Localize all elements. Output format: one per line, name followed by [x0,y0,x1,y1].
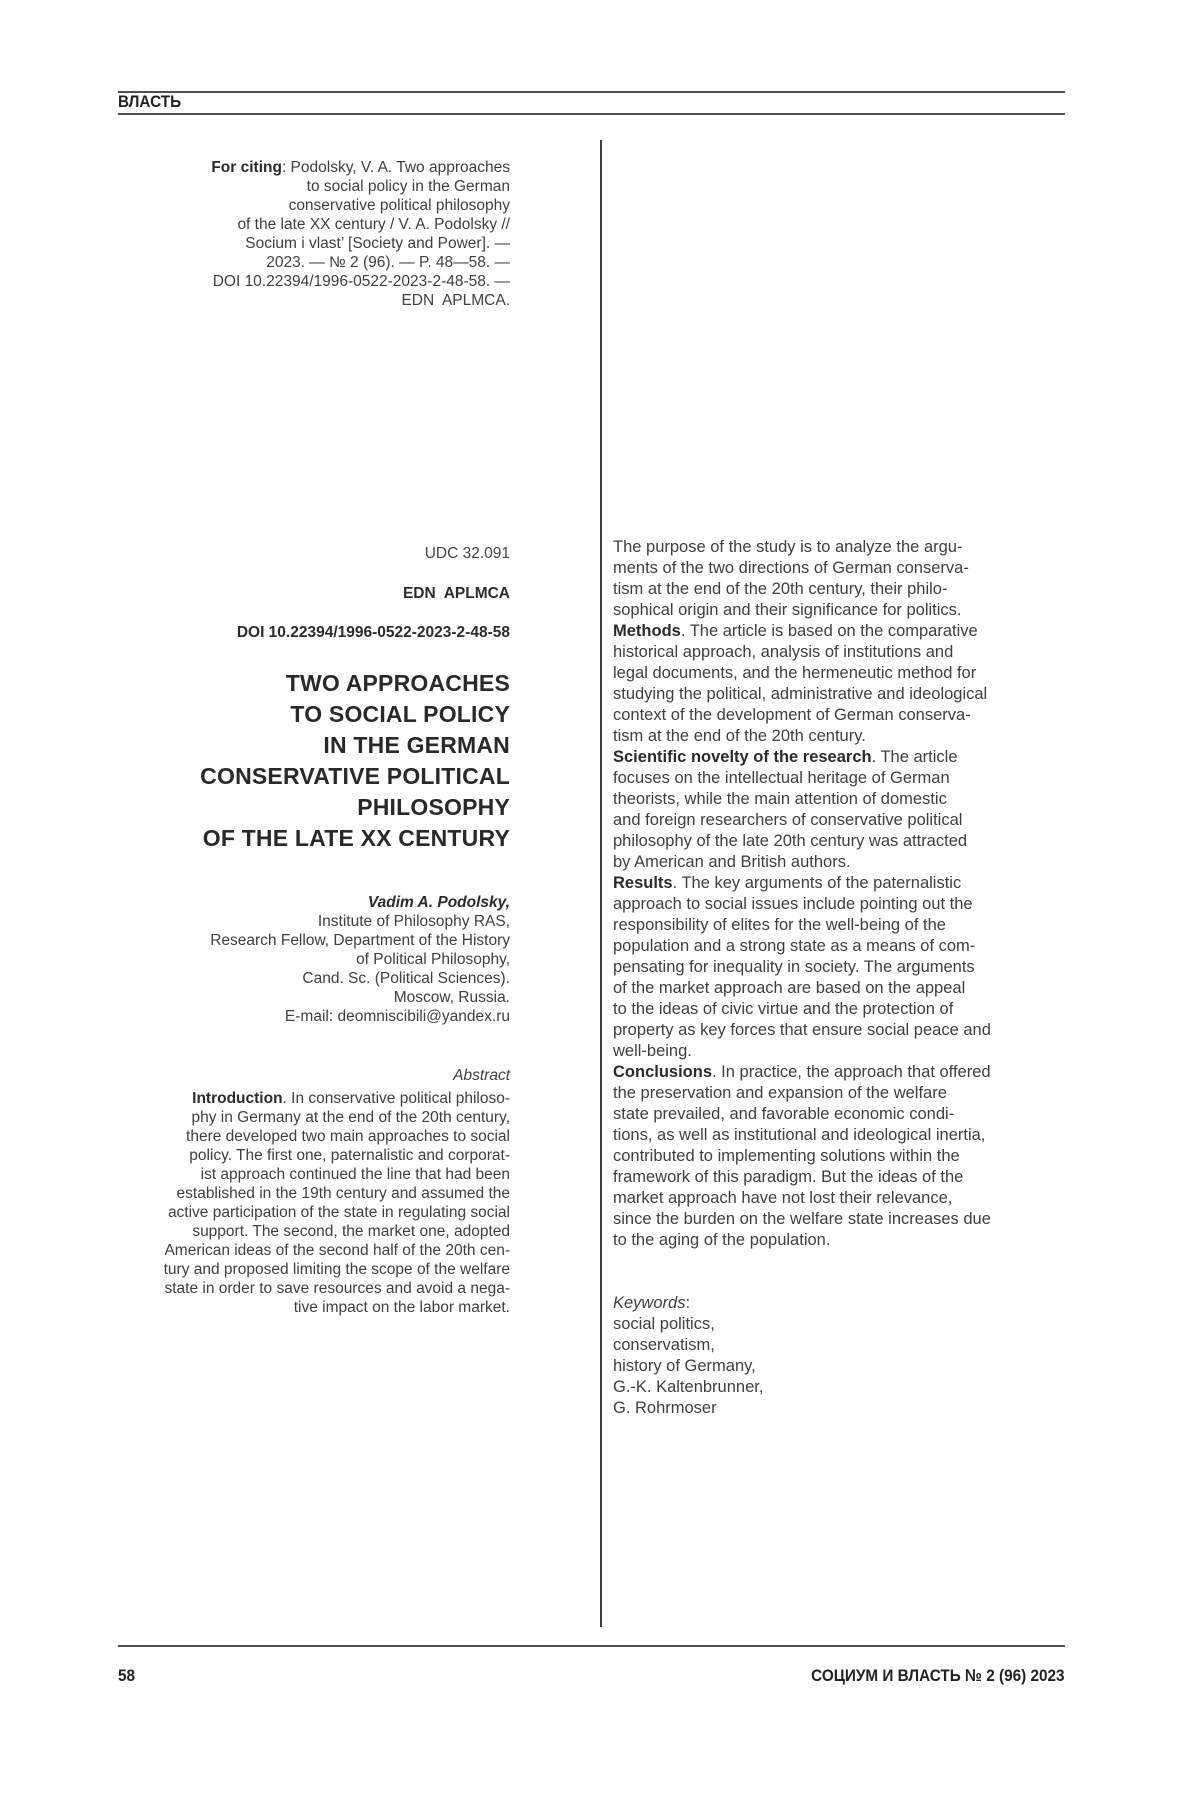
text-run: G.-K. Kaltenbrunner, [613,1378,764,1396]
text-line [613,705,1068,726]
text-run: Results [613,874,673,892]
text-line [613,1230,1068,1251]
text-run: the preservation and expansion of the welfare [613,1084,947,1102]
text-line [613,852,1068,873]
text-run: approach to social issues include pointing out the [613,895,973,913]
text-line [613,1125,1068,1146]
edn-code: EDN APLMCA [402,585,510,602]
text-line [80,1184,510,1203]
journal-reference: СОЦИУМ И ВЛАСТЬ № 2 (96) 2023 [811,1666,1065,1685]
text-line [80,1203,510,1222]
text-run: well-being. [613,1042,692,1060]
text-line [613,747,1068,768]
text-run: Vadim A. Podolsky, [367,894,510,911]
text-run: OF THE LATE XX CENTURY [202,825,510,851]
text-run: Conclusions [613,1063,713,1081]
text-line [80,893,510,912]
text-line [613,873,1068,894]
text-line [613,936,1068,957]
text-run: established in the 19th century and assumed the [176,1185,510,1202]
text-line [80,1108,510,1127]
text-run: since the burden on the welfare state increases due [613,1210,991,1228]
text-run: : Podolsky, V. A. Two approaches [281,159,510,176]
text-run: DOI 10.22394/1996-0522-2023-2-48-58. — [212,273,510,290]
text-run: Introduction [192,1090,283,1107]
text-run: . In practice, the approach that offered [712,1063,991,1081]
text-run: active participation of the state in regulating social [167,1204,510,1221]
text-line [80,912,510,931]
text-line [613,1209,1068,1230]
text-line [80,730,510,761]
text-run: focuses on the intellectual heritage of German [613,769,950,787]
text-line [80,969,510,988]
text-line [613,957,1068,978]
text-line [80,761,510,792]
results-section [613,873,1068,1062]
text-run: The purpose of the study is to analyze the argu- [613,538,963,556]
text-run: . In conservative political philoso- [282,1090,510,1107]
text-line [80,699,510,730]
text-run: TO SOCIAL POLICY [290,701,510,727]
text-run: population and a strong state as a means of com- [613,937,976,955]
text-run: and foreign researchers of conservative political [613,811,963,829]
text-line [613,978,1068,999]
text-line [80,291,510,310]
text-run: by American and British authors. [613,853,851,871]
text-line [613,1104,1068,1125]
text-line [80,1165,510,1184]
text-line [613,1398,1068,1419]
text-run: . The key arguments of the paternalistic [672,874,962,892]
text-line [80,1241,510,1260]
text-run: sophical origin and their significance for politics. [613,601,962,619]
text-run: Keywords [613,1294,686,1312]
text-line [80,1146,510,1165]
udc-code: UDC 32.091 [424,545,510,562]
text-run: ments of the two directions of German conserva- [613,559,969,577]
text-line [613,558,1068,579]
text-run: historical approach, analysis of institutions and [613,643,954,661]
text-run: of the late XX century / V. A. Podolsky // [237,216,510,233]
text-run: tions, as well as institutional and ideological inertia, [613,1126,986,1144]
novelty-section [613,747,1068,873]
text-run: social politics, [613,1315,715,1333]
text-run: Cand. Sc. (Political Sciences). [302,970,510,987]
text-run: support. The second, the market one, adopted [192,1223,510,1240]
text-run: 2023. — № 2 (96). — P. 48—58. — [266,254,510,271]
text-line [613,1356,1068,1377]
text-run: Methods [613,622,681,640]
purpose-section [613,537,1068,621]
text-line [613,537,1068,558]
text-run: contributed to implementing solutions within the [613,1147,960,1165]
text-run: Scientific novelty of the research [613,748,872,766]
text-run: E-mail: deomniscibili@yandex.ru [284,1008,510,1025]
text-run: context of the development of German conserva- [613,706,971,724]
text-line [80,823,510,854]
text-run: state prevailed, and favorable economic condi- [613,1105,955,1123]
text-line [80,1127,510,1146]
text-run: ist approach continued the line that had been [200,1166,510,1183]
doi-code: DOI 10.22394/1996-0522-2023-2-48-58 [236,624,510,641]
text-line [80,1007,510,1026]
text-run: to the ideas of civic virtue and the protection of [613,1000,954,1018]
text-line [613,642,1068,663]
text-line [613,810,1068,831]
text-run: to the aging of the population. [613,1231,831,1249]
text-run: framework of this paradigm. But the ideas of the [613,1168,964,1186]
conclusions-section [613,1062,1068,1251]
text-run: philosophy of the late 20th century was attracted [613,832,968,850]
text-run: phy in Germany at the end of the 20th century, [191,1109,510,1126]
text-line [613,1335,1068,1356]
keywords-block [613,1293,1068,1419]
text-run: tury and proposed limiting the scope of the welfare [163,1261,510,1278]
methods-section [613,621,1068,747]
text-line [613,999,1068,1020]
text-line [80,1298,510,1317]
text-line [80,196,510,215]
text-run: tism at the end of the 20th century, their philo- [613,580,948,598]
citation-block [80,158,510,310]
text-line [80,158,510,177]
text-line [613,726,1068,747]
text-run: conservatism, [613,1336,715,1354]
text-run: theorists, while the main attention of domestic [613,790,947,808]
text-line [613,663,1068,684]
author-block [80,893,510,1026]
text-line [613,1314,1068,1335]
text-line [613,600,1068,621]
running-head: ВЛАСТЬ [118,92,182,111]
text-line [80,1089,510,1108]
text-run: Socium i vlast’ [Society and Power]. — [245,235,510,252]
text-line [80,234,510,253]
column-divider [600,140,602,1627]
text-run: history of Germany, [613,1357,756,1375]
text-line [613,1083,1068,1104]
text-line [80,668,510,699]
text-run: For citing [211,159,282,176]
text-line [80,1222,510,1241]
text-run: American ideas of the second half of the 20th cen- [164,1242,510,1259]
abstract-heading: Abstract [453,1067,510,1084]
text-run: PHILOSOPHY [357,794,510,820]
page-number: 58 [118,1666,136,1685]
header-rule-top [118,91,1065,93]
text-line [80,1260,510,1279]
text-run: conservative political philosophy [288,197,510,214]
text-line [80,177,510,196]
text-run: of the market approach are based on the appeal [613,979,966,997]
text-line [613,1062,1068,1083]
text-line [613,1188,1068,1209]
text-run: G. Rohrmoser [613,1399,717,1417]
text-line [80,272,510,291]
text-line [613,831,1068,852]
text-run: IN THE GERMAN [323,732,510,758]
text-run: : [685,1294,691,1312]
text-line [80,792,510,823]
text-line [613,1167,1068,1188]
text-run: there developed two main approaches to social [186,1128,510,1145]
text-line [613,1146,1068,1167]
text-line [613,894,1068,915]
text-line [80,931,510,950]
text-run: tism at the end of the 20th century. [613,727,866,745]
text-run: market approach have not lost their relevance, [613,1189,953,1207]
text-run: responsibility of elites for the well-being of the [613,916,946,934]
abstract-body [80,1089,510,1317]
text-line [80,253,510,272]
text-line [613,579,1068,600]
text-line [613,684,1068,705]
text-line [613,1020,1068,1041]
footer-rule [118,1645,1065,1647]
text-run: Research Fellow, Department of the History [210,932,510,949]
text-line [80,988,510,1007]
text-line [613,915,1068,936]
text-run: EDN APLMCA. [401,292,510,309]
text-line [613,1293,1068,1314]
text-run: TWO APPROACHES [285,670,510,696]
text-run: . The article is based on the comparative [680,622,978,640]
text-line [613,621,1068,642]
text-line [613,1041,1068,1062]
text-line [80,1279,510,1298]
text-line [613,768,1068,789]
text-line [80,950,510,969]
text-line [613,789,1068,810]
text-run: studying the political, administrative and ideological [613,685,988,703]
text-line [80,215,510,234]
text-run: of Political Philosophy, [356,951,510,968]
text-line [613,1377,1068,1398]
text-run: Institute of Philosophy RAS, [317,913,510,930]
text-run: policy. The first one, paternalistic and corporat- [189,1147,510,1164]
text-run: to social policy in the German [306,178,510,195]
text-run: tive impact on the labor market. [293,1299,510,1316]
text-run: Moscow, Russia. [393,989,510,1006]
annotation-column [613,537,1068,1419]
text-run: legal documents, and the hermeneutic method for [613,664,977,682]
text-run: state in order to save resources and avoid a nega- [164,1280,510,1297]
text-run: . The article [871,748,958,766]
text-run: pensating for inequality in society. The arguments [613,958,975,976]
header-rule-bottom [118,113,1065,115]
article-title [80,668,510,854]
text-run: CONSERVATIVE POLITICAL [200,763,510,789]
text-run: property as key forces that ensure social peace and [613,1021,991,1039]
